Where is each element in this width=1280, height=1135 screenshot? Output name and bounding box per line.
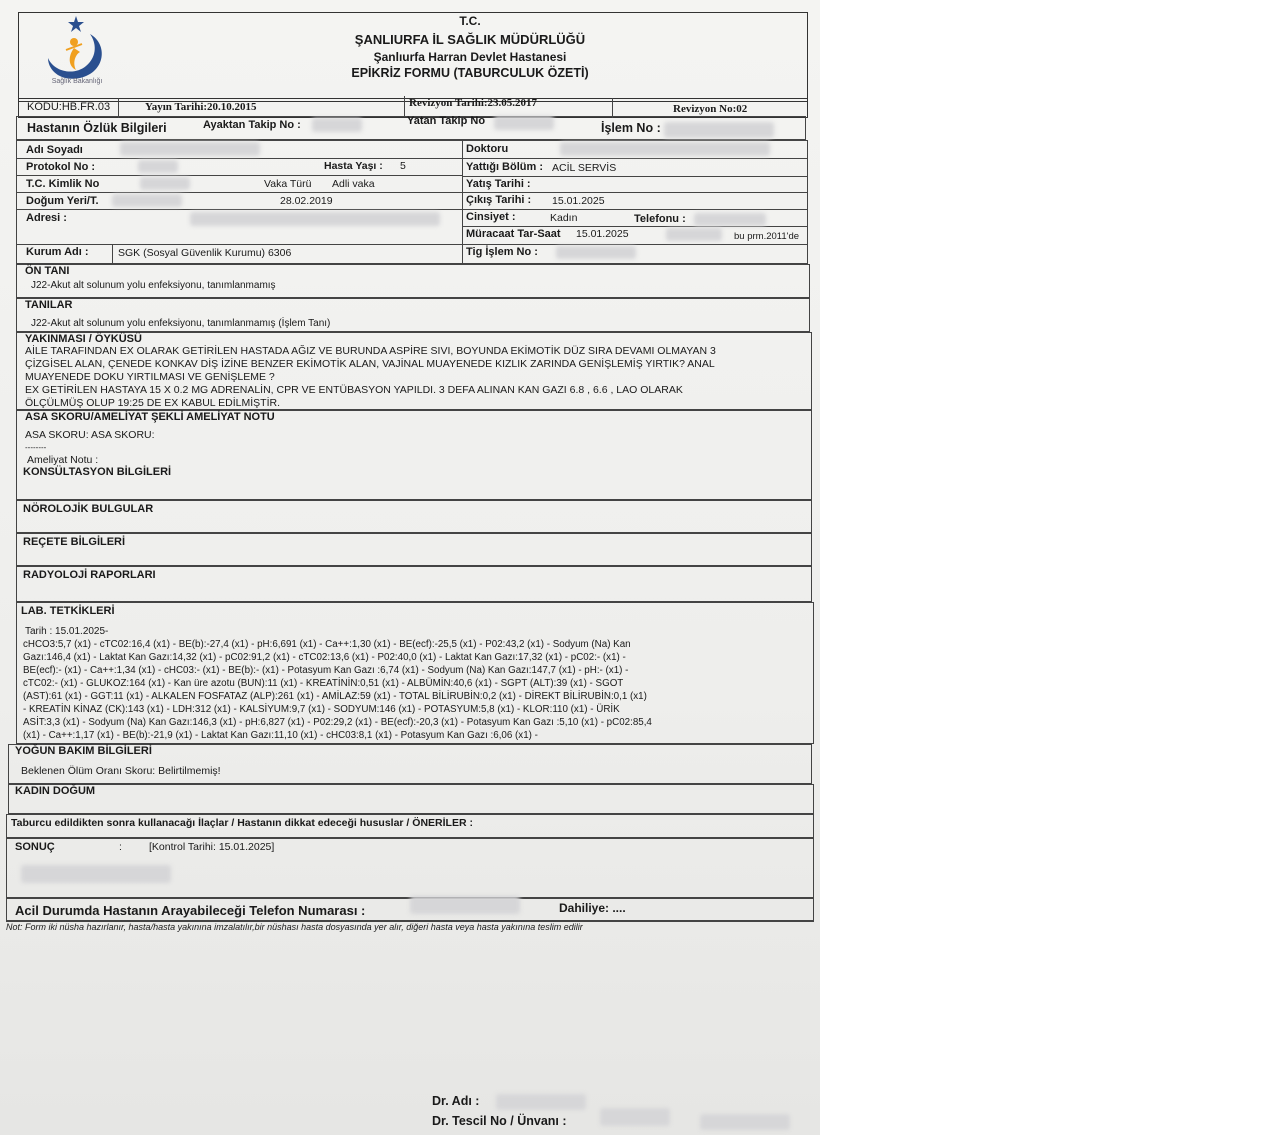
logo-caption: Sağlık Bakanlığı xyxy=(51,78,103,85)
emergency-phone-label: Acil Durumda Hastanın Arayabileceği Telefon Numarası : xyxy=(15,903,366,918)
birth-date: 28.02.2019 xyxy=(280,195,333,207)
application-value: 15.01.2025 xyxy=(576,228,629,240)
complaint-title: YAKINMASI / ÖYKÜSÜ xyxy=(25,333,142,345)
tig-label: Tig İşlem No : xyxy=(466,246,538,258)
department-label: Yattığı Bölüm : xyxy=(466,161,543,173)
revision-date: Revizyon Tarihi:23.05.2017 xyxy=(409,97,538,109)
redacted-doctor-name xyxy=(496,1094,586,1110)
lab-line: cTC02:- (x1) - GLUKOZ:164 (x1) - Kan üre azotu (BUN):11 (x1) - KREATİNİN:0,51 (x1) - ALBÜMİN:40,6 (x1) - SGPT (ALT):39 (x1) - SGOT xyxy=(23,678,624,689)
birth-section xyxy=(8,784,814,814)
tc-label: T.C. Kimlik No xyxy=(26,178,100,190)
age-value: 5 xyxy=(400,160,406,172)
pre-diagnosis-title: ÖN TANI xyxy=(25,265,70,277)
result-section xyxy=(6,838,814,898)
form-code: KODU:HB.FR.03 xyxy=(27,101,111,113)
complaint-line: MUAYENEDE DOKU YIRTILMASI VE GENİŞLEME ? xyxy=(25,371,275,383)
radiology-title: RADYOLOJİ RAPORLARI xyxy=(23,569,156,581)
prescription-section xyxy=(16,533,812,566)
lab-title: LAB. TETKİKLERİ xyxy=(21,605,115,617)
lab-line: (x1) - Ca++:1,17 (x1) - BE(b):-21,9 (x1) - Laktat Kan Gazı:11,10 (x1) - cHC03:8,1 (x1) - Potasyum Kan Gazı :6,06 (x1) - xyxy=(23,730,538,741)
complaint-line: AİLE TARAFINDAN EX OLARAK GETİRİLEN HASTADA AĞIZ VE BURUNDA ASPİRE SIVI, BOYUNDA EKİMOTİK DÜZ SIRA DEVAMI OLMAYAN 3 xyxy=(25,345,716,357)
redacted-protocol xyxy=(138,160,178,173)
discharge-value: 15.01.2025 xyxy=(552,195,605,207)
phone-label: Telefonu : xyxy=(634,213,686,225)
surgery-note-label: Ameliyat Notu : xyxy=(27,454,99,466)
lab-line: BE(ecf):- (x1) - Ca++:1,34 (x1) - cHC03:- (x1) - BE(b):- (x1) - Potasyum Kan Gazı :6,74 (x1) - Sodyum (Na) Kan Gazı:147,7 (x1) - pH:- (x1) - xyxy=(23,665,629,676)
redacted-tig xyxy=(556,246,636,259)
emergency-extension: Dahiliye: .... xyxy=(559,901,626,915)
asa-dash: -------- xyxy=(25,443,47,452)
header-form-title: EPİKRİZ FORMU (TABURCULUK ÖZETİ) xyxy=(351,66,589,80)
doctor-reg-label: Dr. Tescil No / Ünvanı : xyxy=(432,1114,567,1128)
header-hospital: Şanlıurfa Harran Devlet Hastanesi xyxy=(373,50,567,64)
discharge-label: Çıkış Tarihi : xyxy=(466,194,532,206)
gender-label: Cinsiyet : xyxy=(466,211,516,223)
complaint-line: ÇİZGİSEL ALAN, ÇENEDE KONKAV DİŞ İZİNE BENZER EKİMOTİK ALAN, VAJİNAL MUAYENEDE KIZLIK ZARINDA GENİŞLEMİŞ YIRTIK? ANAL xyxy=(25,358,715,370)
redacted-doctor-reg xyxy=(600,1108,670,1126)
header-tc: T.C. xyxy=(459,14,481,28)
neuro-section xyxy=(16,500,812,533)
icu-title: YOĞUN BAKIM BİLGİLERİ xyxy=(15,745,152,757)
revision-no: Revizyon No:02 xyxy=(673,103,748,115)
complaint-section xyxy=(16,332,812,410)
redacted-application-time xyxy=(666,228,722,241)
lab-line: Tarih : 15.01.2025- xyxy=(25,626,109,637)
redacted-result-signature xyxy=(21,865,171,883)
department-value: ACİL SERVİS xyxy=(552,162,617,174)
redacted-inpatient-no xyxy=(494,116,554,130)
icu-section xyxy=(8,744,812,784)
lab-line: ASİT:3,3 (x1) - Sodyum (Na) Kan Gazı:146,3 (x1) - pH:6,827 (x1) - P02:29,2 (x1) - BE(ecf):-20,3 (x1) - Potasyum Kan Gazı :5,10 (x1) - pC02:85,4 xyxy=(23,717,652,728)
redacted-emergency-phone xyxy=(410,896,520,914)
name-label: Adı Soyadı xyxy=(26,144,83,156)
redacted-doctor-title xyxy=(700,1114,790,1130)
redacted-process-no xyxy=(664,122,774,138)
identity-section-label: Hastanın Özlük Bilgileri xyxy=(27,121,167,135)
redacted-name xyxy=(120,142,260,156)
lab-section xyxy=(16,602,814,744)
case-type-label: Vaka Türü xyxy=(264,178,312,190)
lab-line: cHCO3:5,7 (x1) - cTC02:16,4 (x1) - BE(b):-27,4 (x1) - pH:6,691 (x1) - Ca++:1,30 (x1) - BE(ecf):-25,5 (x1) - P02:43,2 (x1) - Sodyum (Na) Kan xyxy=(23,639,631,650)
redacted-birth-place xyxy=(112,194,182,207)
complaint-line: ÖLÇÜLMÜŞ OLUP 19:25 DE EX KABUL EDİLMİŞTİR. xyxy=(25,397,281,409)
redacted-tc xyxy=(140,177,190,190)
institution-value: SGK (Sosyal Güvenlik Kurumu) 6306 xyxy=(118,247,292,259)
icu-text: Beklenen Ölüm Oranı Skoru: Belirtilmemiş! xyxy=(21,765,221,777)
inpatient-label: Yatan Takip No xyxy=(407,115,486,127)
prm-note: bu prm.2011'de xyxy=(734,231,800,242)
lab-line: - KREATİN KİNAZ (CK):143 (x1) - LDH:312 (x1) - KALSİYUM:9,7 (x1) - SODYUM:146 (x1) - POTASYUM:5,8 (x1) - KLOR:110 (x1) - ÜRİK xyxy=(23,704,620,715)
asa-section xyxy=(16,410,812,500)
lab-line: (AST):61 (x1) - GGT:11 (x1) - ALKALEN FOSFATAZ (ALP):261 (x1) - AMİLAZ:59 (x1) - TOTAL BİLİRUBİN:0,2 (x1) - DİREKT BİLİRUBİN:0,1 (x1) xyxy=(23,691,647,702)
asa-score-line: ASA SKORU: ASA SKORU: xyxy=(25,429,155,441)
diagnoses-text: J22-Akut alt solunum yolu enfeksiyonu, tanımlanmamış (İşlem Tanı) xyxy=(31,318,331,329)
lab-line: Gazı:146,4 (x1) - Laktat Kan Gazı:14,32 (x1) - pC02:91,2 (x1) - cTC02:13,6 (x1) - P02:40,0 (x1) - Laktat Kan Gazı:17,32 (x1) - pC02:- (x1) - xyxy=(23,652,626,663)
application-label: Müracaat Tar-Saat xyxy=(466,228,561,240)
birth-title: KADIN DOĞUM xyxy=(15,785,96,797)
diagnoses-section xyxy=(16,298,810,332)
publish-date: Yayın Tarihi:20.10.2015 xyxy=(145,101,257,113)
result-value: [Kontrol Tarihi: 15.01.2025] xyxy=(149,841,275,853)
institution-label: Kurum Adı : xyxy=(26,246,89,258)
header-directorate: ŞANLIURFA İL SAĞLIK MÜDÜRLÜĞÜ xyxy=(354,32,586,47)
redacted-address xyxy=(190,212,440,226)
process-label: İşlem No : xyxy=(601,121,661,135)
gender-value: Kadın xyxy=(550,212,578,224)
result-label: SONUÇ xyxy=(15,841,55,853)
asa-title: ASA SKORU/AMELİYAT ŞEKLİ AMELİYAT NOTU xyxy=(25,411,275,423)
birth-label: Doğum Yeri/T. xyxy=(26,195,99,207)
admission-label: Yatış Tarihi : xyxy=(466,178,531,190)
outpatient-label: Ayaktan Takip No : xyxy=(203,119,301,131)
diagnoses-title: TANILAR xyxy=(25,299,73,311)
redacted-phone xyxy=(694,213,766,226)
neuro-title: NÖROLOJİK BULGULAR xyxy=(23,503,154,515)
pre-diagnosis-text: J22-Akut alt solunum yolu enfeksiyonu, tanımlanmamış xyxy=(31,280,276,291)
doctor-name-label: Dr. Adı : xyxy=(432,1094,480,1108)
pre-diagnosis-section xyxy=(16,264,810,298)
result-colon: : xyxy=(119,841,122,853)
discharge-instructions-section xyxy=(6,814,814,838)
redacted-doctor xyxy=(560,142,770,156)
doctor-label: Doktoru xyxy=(466,143,509,155)
age-label: Hasta Yaşı : xyxy=(324,160,383,172)
complaint-line: EX GETİRİLEN HASTAYA 15 X 0.2 MG ADRENALİN, CPR VE ENTÜBASYON YAPILDI. 3 DEFA ALINAN KAN GAZI 6.8 , 6.6 , LAO OLARAK xyxy=(25,384,683,396)
prescription-title: REÇETE BİLGİLERİ xyxy=(23,536,126,548)
footnote: Not: Form iki nüsha hazırlanır, hasta/hasta yakınına imzalatılır,bir nüshası hasta dosyasında yer alır, diğeri hasta veya hasta yakınına teslim edilir xyxy=(6,922,583,932)
ministry-logo xyxy=(30,14,120,88)
address-label: Adresi : xyxy=(26,212,67,224)
case-type-value: Adli vaka xyxy=(332,178,375,190)
discharge-instructions-title: Taburcu edildikten sonra kullanacağı İlaçlar / Hastanın dikkat edeceği hususlar / ÖNERİLER : xyxy=(11,817,473,829)
protocol-label: Protokol No : xyxy=(26,161,96,173)
radiology-section xyxy=(16,566,812,602)
consultation-title: KONSÜLTASYON BİLGİLERİ xyxy=(23,466,172,478)
redacted-outpatient-no xyxy=(312,118,362,132)
